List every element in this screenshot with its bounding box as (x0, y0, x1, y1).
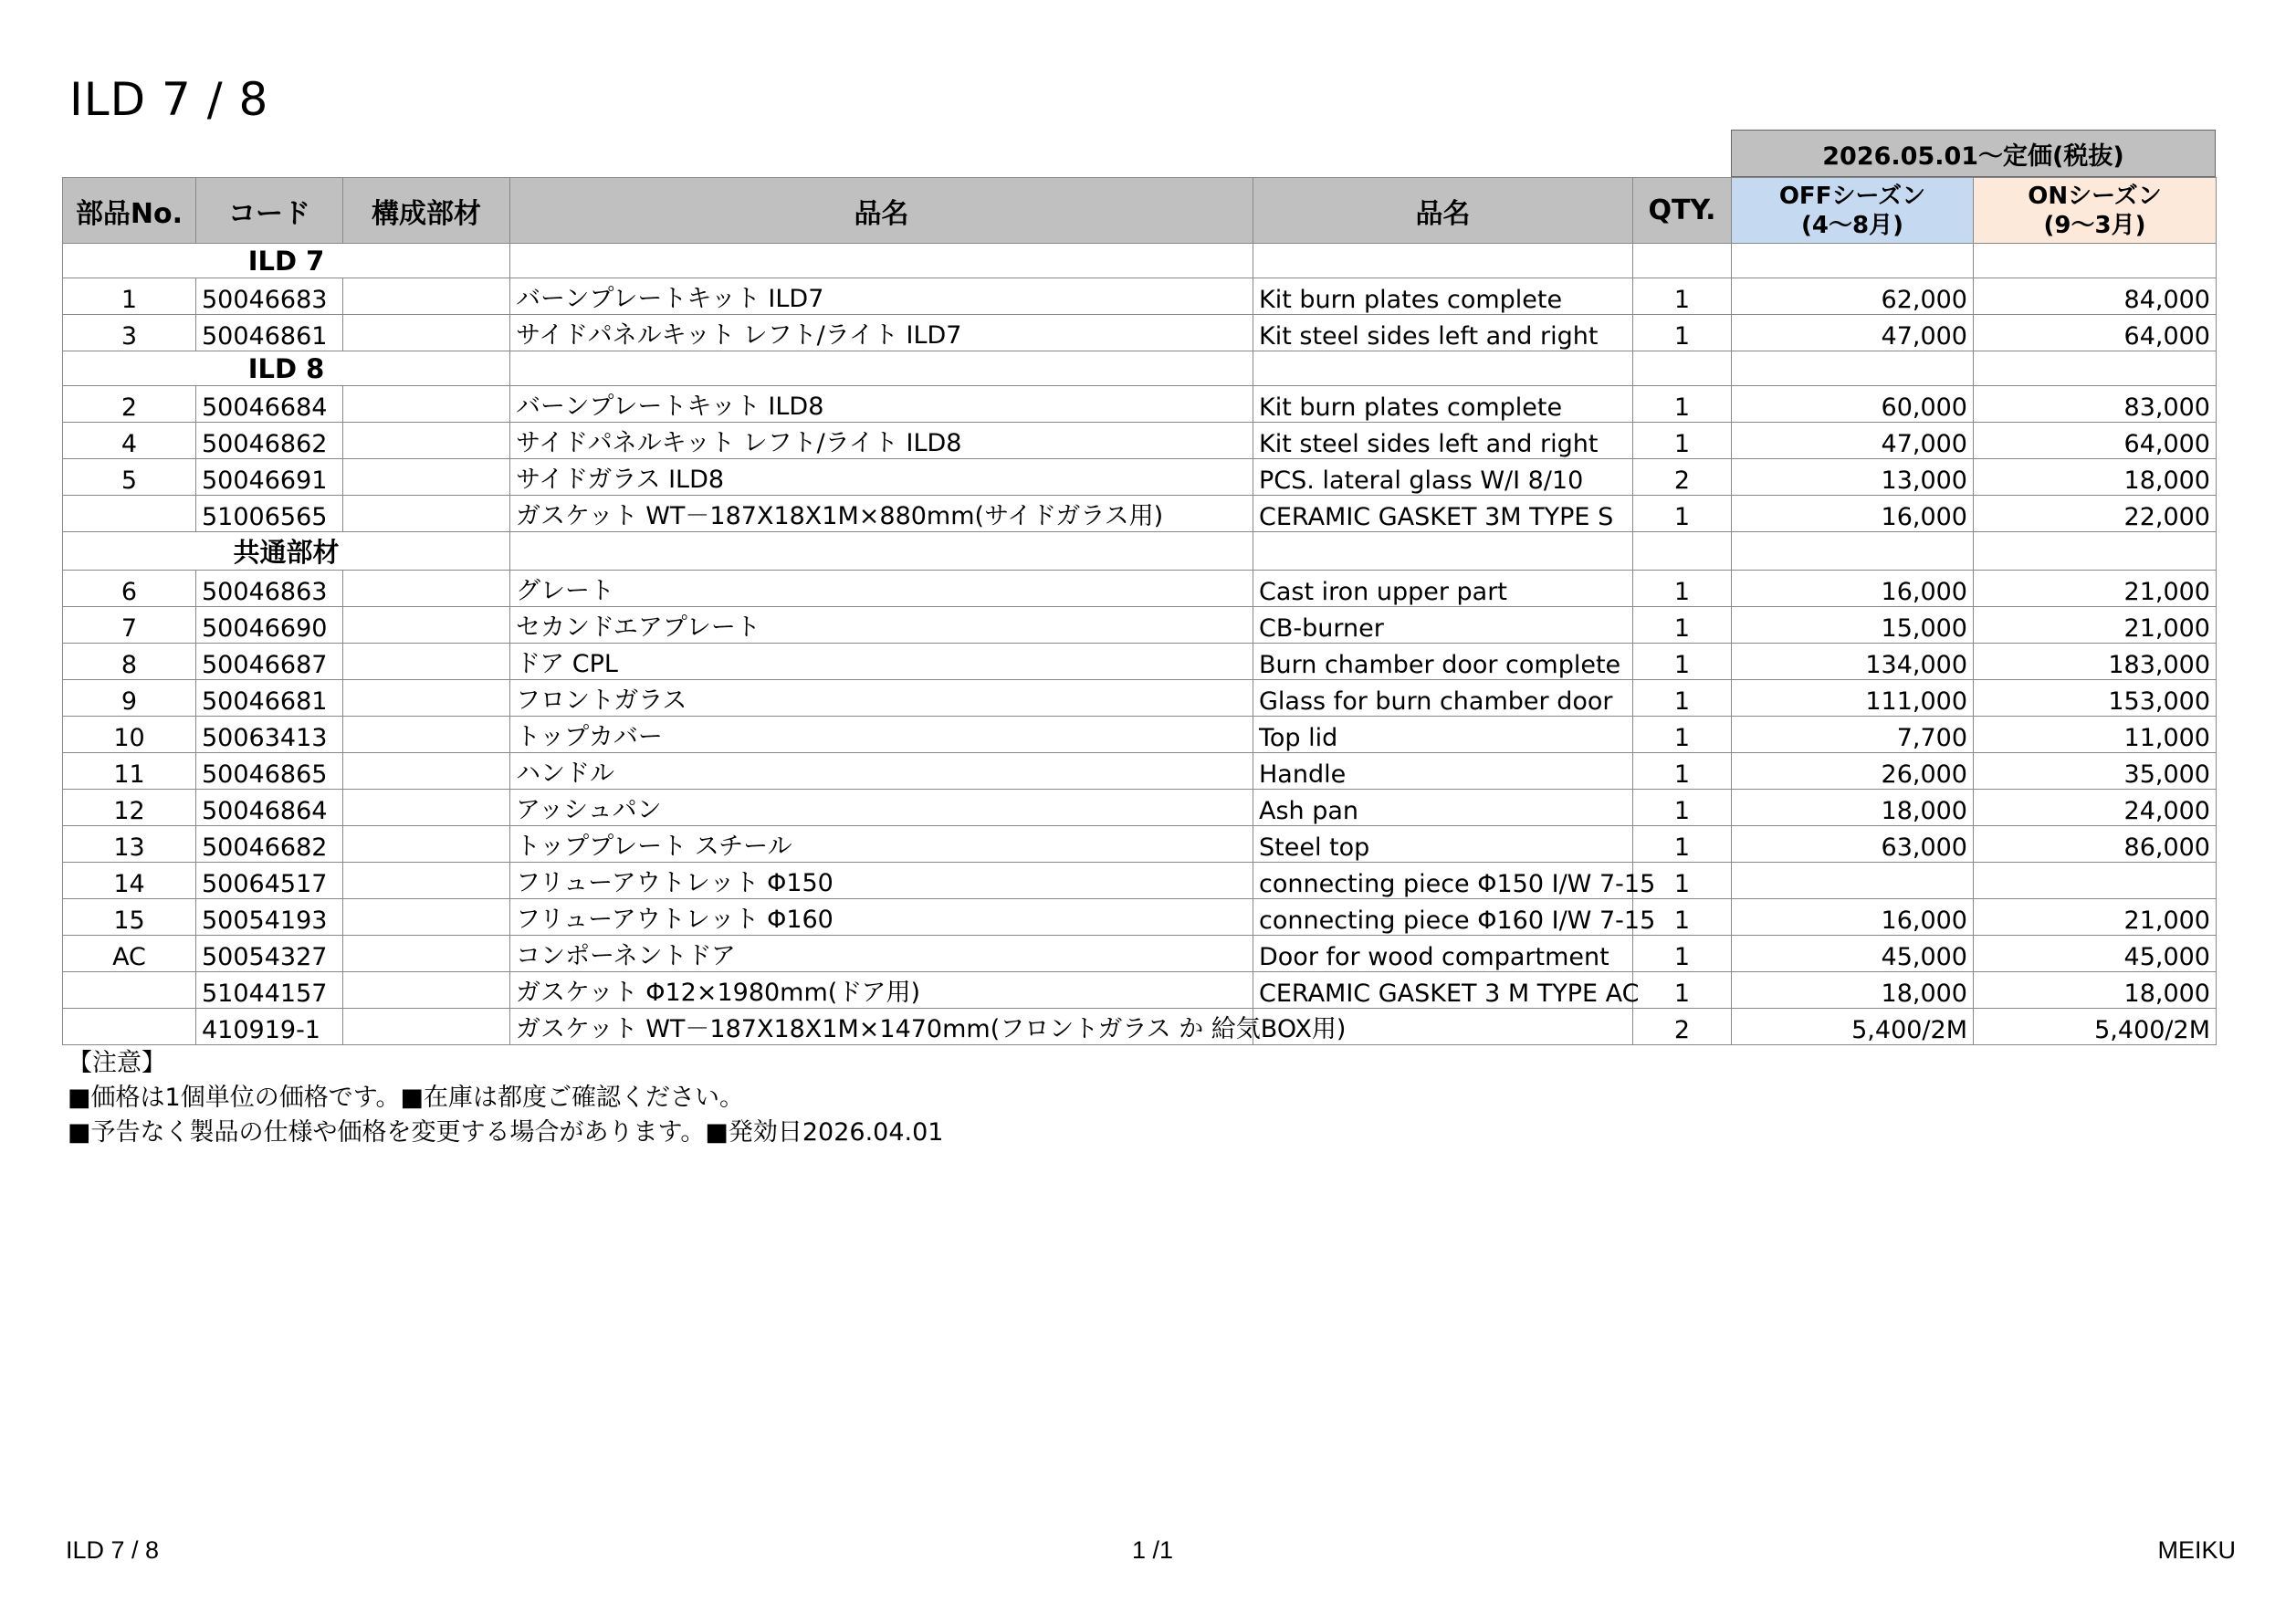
group-blank-qty (1633, 244, 1732, 278)
group-blank-on (1974, 244, 2217, 278)
name-jp-cell: コンポーネントドア (510, 936, 1253, 972)
name-jp-cell: ガスケット WT－187X18X1M×1470mm(フロントガラス か 給気BOX用) (510, 1009, 1253, 1045)
on-season-price-cell: 11,000 (1974, 717, 2217, 753)
component-cell (343, 863, 510, 899)
name-jp-cell: ドア CPL (510, 644, 1253, 680)
group-label: ILD 8 (63, 351, 510, 386)
group-blank-off (1732, 351, 1974, 386)
table-row (63, 717, 2217, 753)
name-jp-cell: アッシュパン (510, 790, 1253, 826)
name-jp-cell: フリューアウトレット Φ160 (510, 899, 1253, 936)
group-blank-name-en (1253, 532, 1633, 571)
qty-cell: 1 (1633, 571, 1732, 607)
off-season-price-cell: 7,700 (1732, 717, 1974, 753)
qty-cell: 2 (1633, 459, 1732, 496)
component-cell (343, 496, 510, 532)
off-season-price-cell (1732, 863, 1974, 899)
col-header-off-season (1732, 178, 1974, 244)
col-header-code: コード (196, 178, 343, 244)
name-jp-cell: バーンプレートキット ILD7 (510, 278, 1253, 315)
code-cell: 410919-1 (196, 1009, 343, 1045)
table-header-row (63, 178, 2217, 244)
off-season-price-cell: 16,000 (1732, 571, 1974, 607)
notes-line: ■価格は1個単位の価格です。■在庫は都度ご確認ください。 (68, 1084, 745, 1112)
name-jp-cell: トップカバー (510, 717, 1253, 753)
table-row (63, 459, 2217, 496)
part-no-cell: 13 (63, 826, 196, 863)
off-season-price-cell: 26,000 (1732, 753, 1974, 790)
code-cell: 51006565 (196, 496, 343, 532)
code-cell: 50064517 (196, 863, 343, 899)
footer-page-number: 1 /1 (1132, 1536, 1174, 1564)
name-en-cell: Burn chamber door complete (1253, 644, 1633, 680)
col-header-qty: QTY. (1633, 178, 1732, 244)
on-season-price-cell: 86,000 (1974, 826, 2217, 863)
part-no-cell: 15 (63, 899, 196, 936)
name-jp-cell: トッププレート スチール (510, 826, 1253, 863)
name-en-cell: Handle (1253, 753, 1633, 790)
name-en-cell: Kit burn plates complete (1253, 278, 1633, 315)
on-season-price-cell: 83,000 (1974, 386, 2217, 423)
name-en-cell: PCS. lateral glass W/I 8/10 (1253, 459, 1633, 496)
table-row (63, 644, 2217, 680)
name-jp-cell: フロントガラス (510, 680, 1253, 717)
name-en-cell: connecting piece Φ150 I/W 7-15 (1253, 863, 1633, 899)
qty-cell: 1 (1633, 790, 1732, 826)
off-season-price-cell: 63,000 (1732, 826, 1974, 863)
group-blank-off (1732, 532, 1974, 571)
table-row (63, 826, 2217, 863)
code-cell: 50046683 (196, 278, 343, 315)
part-no-cell: 7 (63, 607, 196, 644)
table-row (63, 753, 2217, 790)
code-cell: 50054327 (196, 936, 343, 972)
group-blank-name-jp (510, 532, 1253, 571)
group-header-row (63, 532, 2217, 571)
qty-cell: 1 (1633, 680, 1732, 717)
on-season-price-cell: 45,000 (1974, 936, 2217, 972)
part-no-cell: 6 (63, 571, 196, 607)
code-cell: 50046691 (196, 459, 343, 496)
off-season-price-cell: 62,000 (1732, 278, 1974, 315)
notes-line: ■予告なく製品の仕様や価格を変更する場合があります。■発効日2026.04.01 (68, 1118, 944, 1147)
group-header-row (63, 351, 2217, 386)
name-en-cell: Glass for burn chamber door (1253, 680, 1633, 717)
name-jp-cell: フリューアウトレット Φ150 (510, 863, 1253, 899)
code-cell: 50046863 (196, 571, 343, 607)
part-no-cell: 14 (63, 863, 196, 899)
table-row (63, 972, 2217, 1009)
on-season-price-cell: 35,000 (1974, 753, 2217, 790)
table-body (63, 244, 2217, 1045)
qty-cell: 1 (1633, 863, 1732, 899)
off-season-price-cell: 134,000 (1732, 644, 1974, 680)
part-no-cell: 1 (63, 278, 196, 315)
group-blank-name-en (1253, 351, 1633, 386)
code-cell: 50046865 (196, 753, 343, 790)
group-blank-name-en (1253, 244, 1633, 278)
off-season-price-cell: 16,000 (1732, 496, 1974, 532)
name-en-cell: CB-burner (1253, 607, 1633, 644)
group-blank-on (1974, 351, 2217, 386)
name-en-cell: Kit steel sides left and right (1253, 423, 1633, 459)
qty-cell: 1 (1633, 899, 1732, 936)
on-season-price-cell: 21,000 (1974, 899, 2217, 936)
page-title: ILD 7 / 8 (69, 73, 269, 126)
name-jp-cell: セカンドエアプレート (510, 607, 1253, 644)
name-en-cell: Steel top (1253, 826, 1633, 863)
part-no-cell: 8 (63, 644, 196, 680)
off-season-price-cell: 47,000 (1732, 423, 1974, 459)
off-season-price-cell: 16,000 (1732, 899, 1974, 936)
name-jp-cell: サイドガラス ILD8 (510, 459, 1253, 496)
on-season-months: (9～3月) (2043, 211, 2146, 239)
on-season-price-cell: 18,000 (1974, 972, 2217, 1009)
component-cell (343, 1009, 510, 1045)
qty-cell: 1 (1633, 607, 1732, 644)
component-cell (343, 790, 510, 826)
name-en-cell: CERAMIC GASKET 3M TYPE S (1253, 496, 1633, 532)
code-cell: 50046690 (196, 607, 343, 644)
on-season-price-cell: 64,000 (1974, 423, 2217, 459)
table-row (63, 936, 2217, 972)
on-season-price-cell: 21,000 (1974, 571, 2217, 607)
code-cell: 50054193 (196, 899, 343, 936)
name-en-cell: CERAMIC GASKET 3 M TYPE AC (1253, 972, 1633, 1009)
name-jp-cell: サイドパネルキット レフト/ライト ILD8 (510, 423, 1253, 459)
off-season-price-cell: 111,000 (1732, 680, 1974, 717)
group-blank-off (1732, 244, 1974, 278)
on-season-price-cell: 5,400/2M (1974, 1009, 2217, 1045)
on-season-price-cell: 24,000 (1974, 790, 2217, 826)
col-header-part-no: 部品No. (63, 178, 196, 244)
qty-cell: 1 (1633, 717, 1732, 753)
code-cell: 50046864 (196, 790, 343, 826)
code-cell: 50046682 (196, 826, 343, 863)
component-cell (343, 644, 510, 680)
name-jp-cell: ガスケット Φ12×1980mm(ドア用) (510, 972, 1253, 1009)
group-blank-name-jp (510, 351, 1253, 386)
part-no-cell (63, 972, 196, 1009)
footer-doc-title: ILD 7 / 8 (66, 1536, 160, 1564)
component-cell (343, 936, 510, 972)
qty-cell: 1 (1633, 386, 1732, 423)
group-blank-qty (1633, 351, 1732, 386)
table-row (63, 423, 2217, 459)
name-en-cell: Door for wood compartment (1253, 936, 1633, 972)
on-season-price-cell (1974, 863, 2217, 899)
part-no-cell: 5 (63, 459, 196, 496)
table-row (63, 607, 2217, 644)
col-header-name-jp: 品名 (510, 178, 1253, 244)
part-no-cell (63, 496, 196, 532)
part-no-cell: 12 (63, 790, 196, 826)
name-jp-cell: サイドパネルキット レフト/ライト ILD7 (510, 315, 1253, 351)
table-row (63, 680, 2217, 717)
qty-cell: 1 (1633, 826, 1732, 863)
on-season-price-cell: 153,000 (1974, 680, 2217, 717)
on-season-price-cell: 84,000 (1974, 278, 2217, 315)
on-season-price-cell: 64,000 (1974, 315, 2217, 351)
qty-cell: 1 (1633, 753, 1732, 790)
table-row (63, 278, 2217, 315)
component-cell (343, 899, 510, 936)
table-row (63, 790, 2217, 826)
component-cell (343, 680, 510, 717)
notes-section (68, 1046, 943, 1150)
code-cell: 50046862 (196, 423, 343, 459)
table-row (63, 863, 2217, 899)
component-cell (343, 423, 510, 459)
part-no-cell: 9 (63, 680, 196, 717)
component-cell (343, 717, 510, 753)
name-en-cell: Top lid (1253, 717, 1633, 753)
code-cell: 50046681 (196, 680, 343, 717)
on-season-price-cell: 21,000 (1974, 607, 2217, 644)
name-jp-cell: バーンプレートキット ILD8 (510, 386, 1253, 423)
col-header-name-en: 品名 (1253, 178, 1633, 244)
qty-cell: 1 (1633, 278, 1732, 315)
name-en-cell: Cast iron upper part (1253, 571, 1633, 607)
on-season-price-cell: 22,000 (1974, 496, 2217, 532)
part-no-cell: 4 (63, 423, 196, 459)
component-cell (343, 972, 510, 1009)
off-season-months: (4～8月) (1801, 211, 1903, 239)
table-row (63, 386, 2217, 423)
table-row (63, 315, 2217, 351)
table-row (63, 899, 2217, 936)
group-blank-name-jp (510, 244, 1253, 278)
name-jp-cell: グレート (510, 571, 1253, 607)
off-season-price-cell: 13,000 (1732, 459, 1974, 496)
on-season-price-cell: 183,000 (1974, 644, 2217, 680)
off-season-price-cell: 15,000 (1732, 607, 1974, 644)
qty-cell: 1 (1633, 936, 1732, 972)
code-cell: 50046687 (196, 644, 343, 680)
off-season-label: OFFシーズン (1778, 182, 1926, 210)
table-row (63, 1009, 2217, 1045)
off-season-price-cell: 18,000 (1732, 790, 1974, 826)
name-en-cell: connecting piece Φ160 I/W 7-15 (1253, 899, 1633, 936)
group-header-row (63, 244, 2217, 278)
name-en-cell: Kit steel sides left and right (1253, 315, 1633, 351)
table-row (63, 496, 2217, 532)
footer-company: MEIKU (2157, 1536, 2236, 1564)
price-period-header: 2026.05.01～定価(税抜) (1731, 130, 2216, 177)
on-season-label: ONシーズン (2028, 182, 2162, 210)
off-season-price-cell: 47,000 (1732, 315, 1974, 351)
component-cell (343, 826, 510, 863)
off-season-price-cell: 45,000 (1732, 936, 1974, 972)
qty-cell: 2 (1633, 1009, 1732, 1045)
qty-cell: 1 (1633, 496, 1732, 532)
group-label: ILD 7 (63, 244, 510, 278)
part-no-cell: 10 (63, 717, 196, 753)
component-cell (343, 278, 510, 315)
name-en-cell: Kit burn plates complete (1253, 386, 1633, 423)
name-en-cell: Ash pan (1253, 790, 1633, 826)
component-cell (343, 386, 510, 423)
code-cell: 50063413 (196, 717, 343, 753)
off-season-price-cell: 5,400/2M (1732, 1009, 1974, 1045)
component-cell (343, 459, 510, 496)
qty-cell: 1 (1633, 423, 1732, 459)
code-cell: 50046861 (196, 315, 343, 351)
col-header-component: 構成部材 (343, 178, 510, 244)
component-cell (343, 315, 510, 351)
part-no-cell: 11 (63, 753, 196, 790)
parts-price-table (62, 177, 2217, 1045)
group-label: 共通部材 (63, 532, 510, 571)
off-season-price-cell: 18,000 (1732, 972, 1974, 1009)
on-season-price-cell: 18,000 (1974, 459, 2217, 496)
part-no-cell: 3 (63, 315, 196, 351)
code-cell: 51044157 (196, 972, 343, 1009)
component-cell (343, 571, 510, 607)
qty-cell: 1 (1633, 644, 1732, 680)
qty-cell: 1 (1633, 972, 1732, 1009)
code-cell: 50046684 (196, 386, 343, 423)
table-row (63, 571, 2217, 607)
off-season-price-cell: 60,000 (1732, 386, 1974, 423)
component-cell (343, 607, 510, 644)
part-no-cell (63, 1009, 196, 1045)
group-blank-on (1974, 532, 2217, 571)
group-blank-qty (1633, 532, 1732, 571)
col-header-on-season (1974, 178, 2217, 244)
name-jp-cell: ハンドル (510, 753, 1253, 790)
qty-cell: 1 (1633, 315, 1732, 351)
name-jp-cell: ガスケット WT－187X18X1M×880mm(サイドガラス用) (510, 496, 1253, 532)
part-no-cell: AC (63, 936, 196, 972)
notes-heading: 【注意】 (68, 1049, 166, 1077)
part-no-cell: 2 (63, 386, 196, 423)
component-cell (343, 753, 510, 790)
